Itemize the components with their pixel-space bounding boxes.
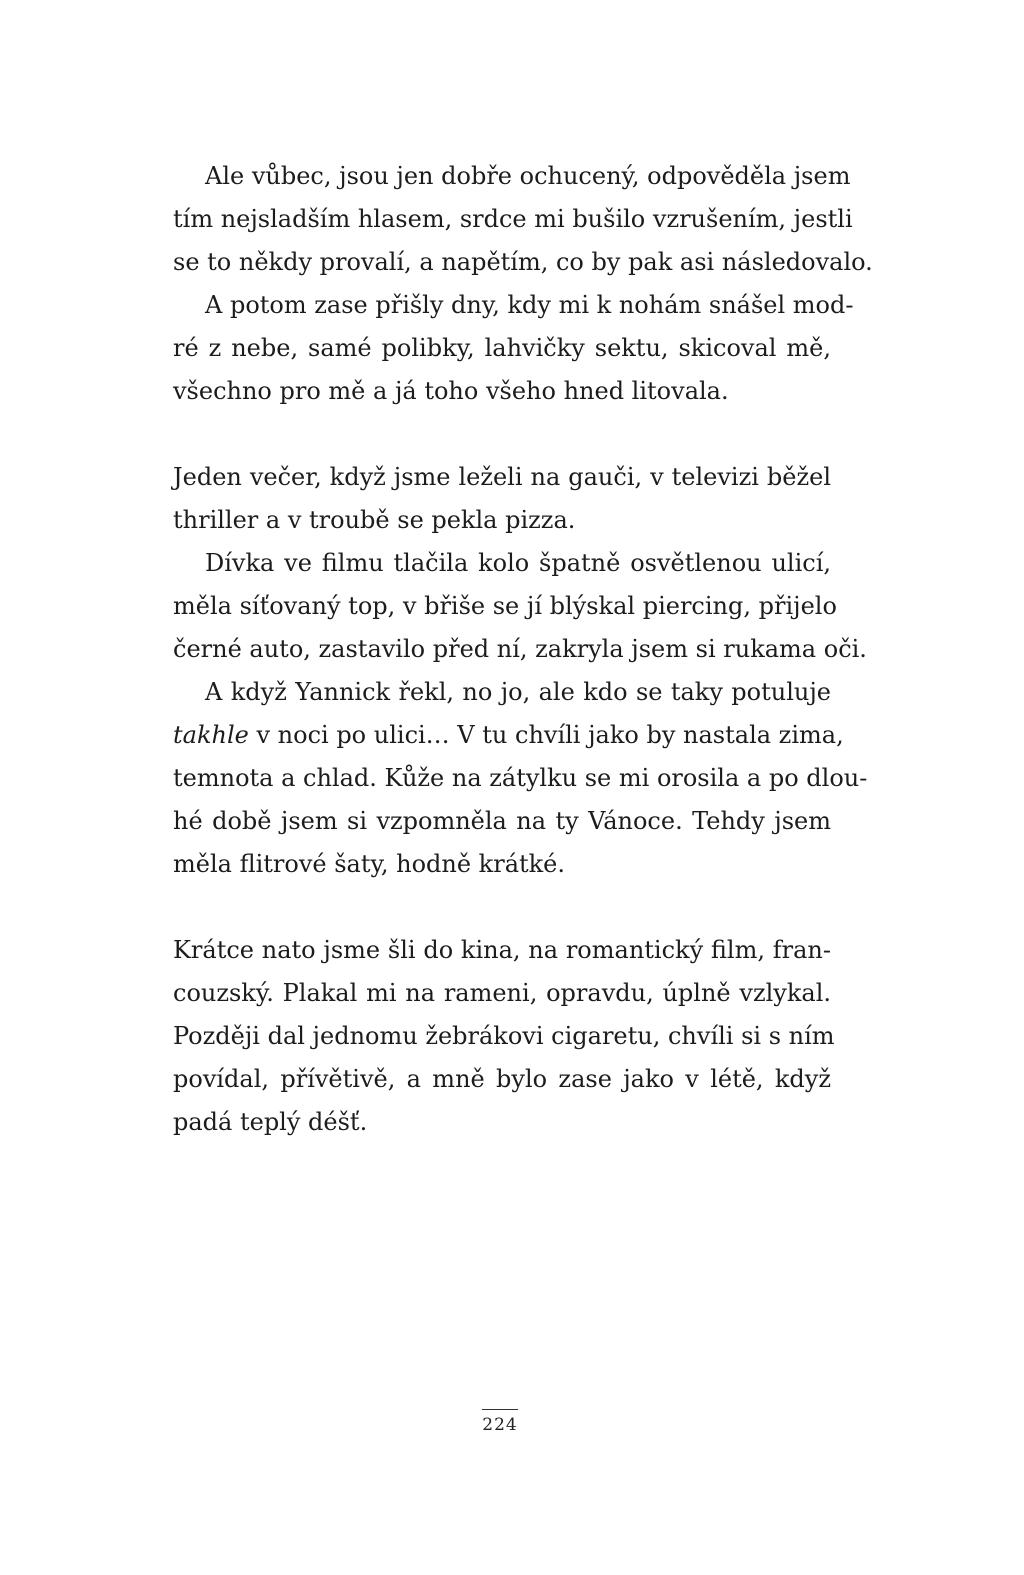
body-text [173, 155, 873, 1144]
text-line: ré z nebe, samé polibky, lahvičky sektu, skicoval mě, [173, 334, 831, 362]
section-break [173, 413, 831, 456]
text-line: měla síťovaný top, v břiše se jí blýskal piercing, přijelo [173, 592, 837, 620]
text-line: Později dal jednomu žebrákovi cigaretu, chvíli si s ním [173, 1022, 835, 1050]
text-line: Ale vůbec, jsou jen dobře ochucený, odpověděla jsem [205, 162, 851, 190]
text-line: všechno pro mě a já toho všeho hned litovala. [173, 377, 729, 405]
text-line: Dívka ve filmu tlačila kolo špatně osvětlenou ulicí, [205, 549, 831, 577]
italic-word: takhle [173, 721, 249, 749]
text-line: thriller a v troubě se pekla pizza. [173, 506, 576, 534]
footer-rule [482, 1409, 518, 1410]
text-line: Krátce nato jsme šli do kina, na romantický film, fran- [173, 936, 831, 964]
text-line: tím nejsladším hlasem, srdce mi bušilo vzrušením, jestli [173, 205, 853, 233]
text-line: A když Yannick řekl, no jo, ale kdo se taky potuluje [205, 678, 831, 706]
text-line: měla flitrové šaty, hodně krátké. [173, 850, 566, 878]
text-line-rest: v noci po ulici… V tu chvíli jako by nastala zima, [248, 721, 844, 749]
text-line: se to někdy provalí, a napětím, co by pak asi následovalo. [173, 248, 873, 276]
text-line: povídal, přívětivě, a mně bylo zase jako v létě, když [173, 1065, 831, 1093]
text-line-with-italic [173, 714, 844, 757]
text-line: Jeden večer, když jsme leželi na gauči, v televizi běžel [173, 463, 831, 491]
text-line: A potom zase přišly dny, kdy mi k nohám snášel mod- [205, 291, 854, 319]
text-line: hé době jsem si vzpomněla na ty Vánoce. Tehdy jsem [173, 807, 831, 835]
text-line: padá teplý déšť. [173, 1108, 368, 1136]
text-line: černé auto, zastavilo před ní, zakryla jsem si rukama oči. [173, 635, 867, 663]
page-number: 224 [482, 1415, 518, 1435]
section-break [173, 886, 831, 929]
text-line: temnota a chlad. Kůže na zátylku se mi orosila a po dlou- [173, 764, 868, 792]
text-line: couzský. Plakal mi na rameni, opravdu, úplně vzlykal. [173, 979, 831, 1007]
